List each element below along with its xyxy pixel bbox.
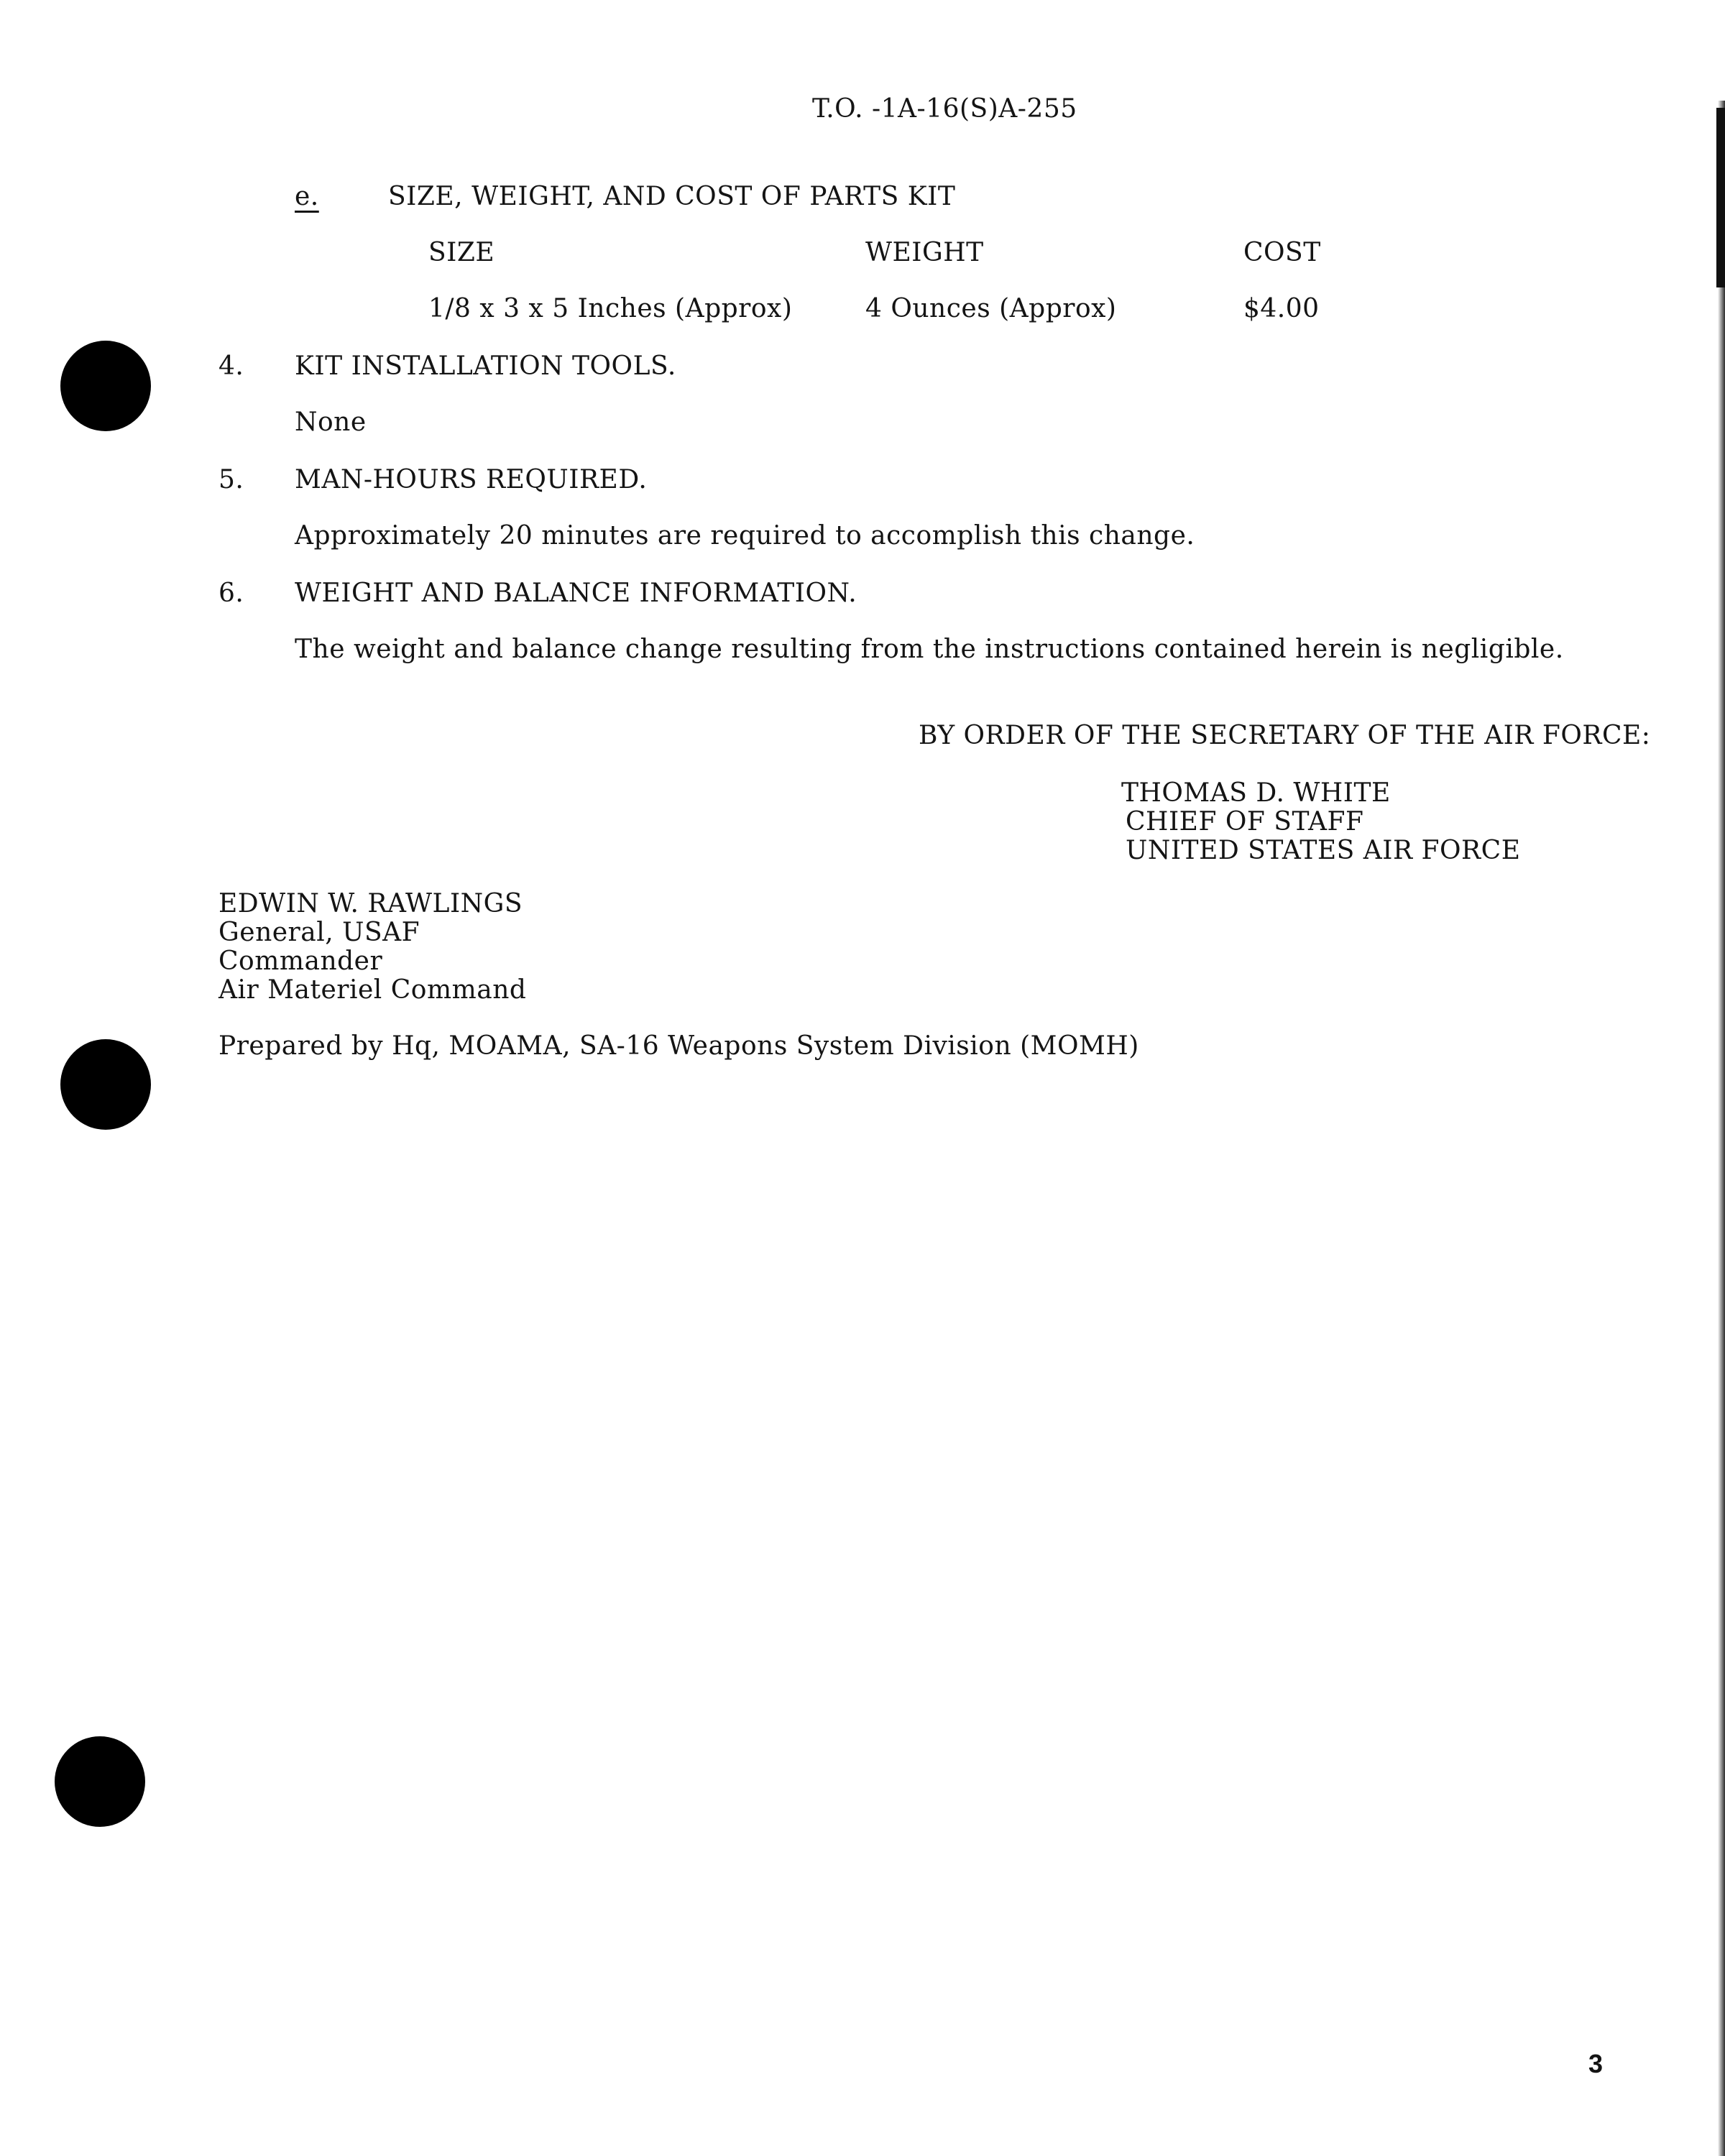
table-cell-cost: $4.00 (1243, 294, 1320, 323)
item-6-number: 6. (218, 579, 244, 608)
item-4-number: 4. (218, 351, 244, 381)
signer-name: THOMAS D. WHITE (1121, 778, 1391, 808)
binder-hole-top (60, 341, 151, 431)
item-4-body: None (295, 407, 367, 437)
binder-hole-bottom (55, 1736, 145, 1827)
signer-title: CHIEF OF STAFF (1126, 807, 1364, 837)
scan-edge-shadow (1718, 101, 1725, 2156)
item-6-title: WEIGHT AND BALANCE INFORMATION. (295, 579, 857, 608)
official-position: Commander (218, 946, 383, 976)
table-cell-weight: 4 Ounces (Approx) (865, 294, 1117, 323)
item-5-body: Approximately 20 minutes are required to accomplish this change. (295, 521, 1195, 550)
item-5-number: 5. (218, 465, 244, 494)
item-6-body: The weight and balance change resulting from the instructions contained herein is negligible. (295, 635, 1564, 664)
official-rank: General, USAF (218, 918, 420, 947)
item-5-title: MAN-HOURS REQUIRED. (295, 465, 648, 494)
signer-org: UNITED STATES AIR FORCE (1126, 836, 1521, 865)
binder-hole-middle (60, 1039, 151, 1130)
item-4-title: KIT INSTALLATION TOOLS. (295, 351, 676, 381)
official-command: Air Materiel Command (218, 975, 527, 1005)
scan-edge-dark (1716, 108, 1725, 287)
section-e-letter: e. (295, 182, 319, 211)
page-number: 3 (1588, 2049, 1604, 2078)
official-name: EDWIN W. RAWLINGS (218, 889, 523, 918)
table-header-weight: WEIGHT (865, 238, 984, 267)
order-line: BY ORDER OF THE SECRETARY OF THE AIR FORCE: (919, 721, 1651, 750)
prepared-by: Prepared by Hq, MOAMA, SA-16 Weapons System Division (MOMH) (218, 1031, 1139, 1061)
table-header-size: SIZE (428, 238, 495, 267)
section-e-title: SIZE, WEIGHT, AND COST OF PARTS KIT (388, 182, 956, 211)
table-cell-size: 1/8 x 3 x 5 Inches (Approx) (428, 294, 793, 323)
table-header-cost: COST (1243, 238, 1321, 267)
to-number-header: T.O. -1A-16(S)A-255 (812, 94, 1077, 124)
